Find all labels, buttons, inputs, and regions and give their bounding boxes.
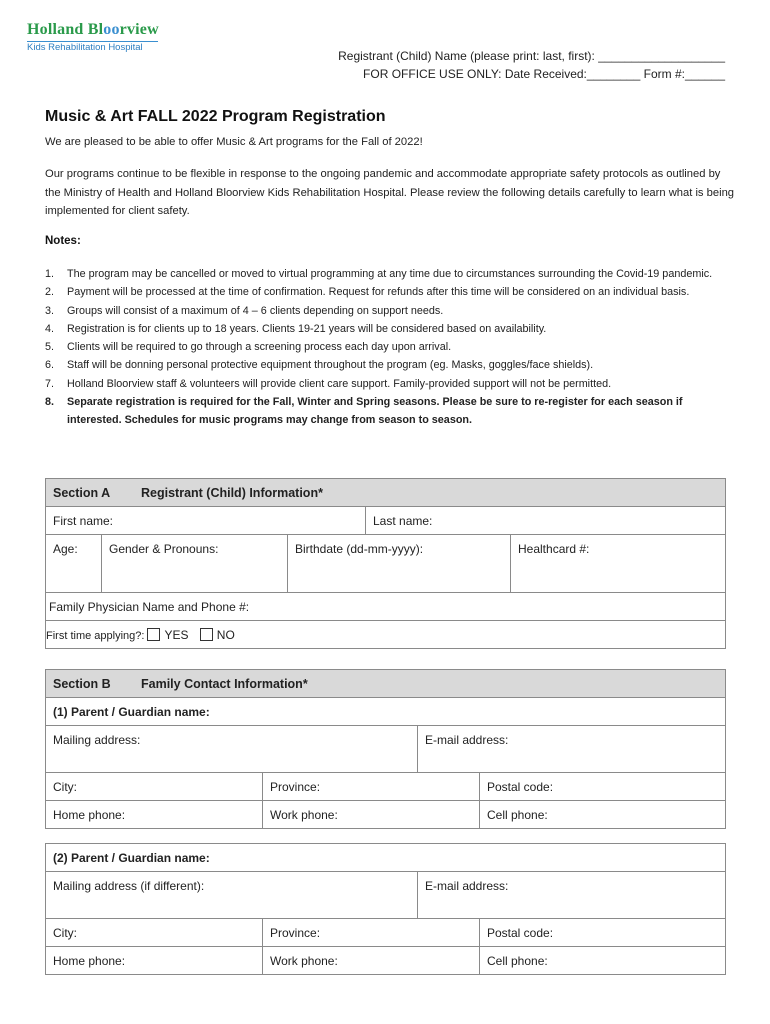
guardian-1-home-phone-field[interactable]: Home phone: [46, 801, 263, 829]
birthdate-field[interactable]: Birthdate (dd-mm-yyyy): [288, 535, 511, 593]
no-checkbox[interactable] [200, 628, 213, 641]
guardian-2-cell-phone-field[interactable]: Cell phone: [480, 947, 726, 975]
first-time-label: First time applying?: [46, 629, 145, 642]
yes-label: YES [164, 627, 189, 642]
guardian-1-cell-phone-field[interactable]: Cell phone: [480, 801, 726, 829]
guardian-1-province-field[interactable]: Province: [263, 773, 480, 801]
guardian-1-email-field[interactable]: E-mail address: [418, 726, 726, 773]
guardian-2-name-field[interactable]: (2) Parent / Guardian name: [46, 844, 726, 872]
guardian-1-work-phone-field[interactable]: Work phone: [263, 801, 480, 829]
intro-text: We are pleased to be able to offer Music & Art programs for the Fall of 2022! [45, 136, 423, 148]
guardian-1-name-field[interactable]: (1) Parent / Guardian name: [46, 698, 726, 726]
healthcard-field[interactable]: Healthcard #: [511, 535, 726, 593]
yes-checkbox[interactable] [147, 628, 160, 641]
section-a-table [45, 478, 726, 649]
guardian-1-postal-field[interactable]: Postal code: [480, 773, 726, 801]
guardian-1-mailing-field[interactable]: Mailing address: [46, 726, 418, 773]
note-item: 7. Holland Bloorview staff & volunteers will provide client care support. Family-provided support will not be permitted. [45, 377, 612, 390]
hospital-logo-name: Holland Bloorview [27, 21, 159, 38]
no-label: NO [216, 627, 235, 642]
section-b-table [45, 669, 726, 829]
note-item: 4. Registration is for clients up to 18 years. Clients 19-21 years will be considered based on availability. [45, 322, 547, 335]
last-name-field[interactable]: Last name: [366, 507, 726, 535]
guardian-2-work-phone-field[interactable]: Work phone: [263, 947, 480, 975]
guardian-2-province-field[interactable]: Province: [263, 919, 480, 947]
first-name-field[interactable]: First name: [46, 507, 366, 535]
note-item: 8. Separate registration is required for the Fall, Winter and Spring seasons. Please be sure to re-register for each season if interested. Schedules for music programs may change from season to season. [45, 396, 683, 427]
section-a-header: Section A Registrant (Child) Information* [46, 479, 726, 507]
guardian-2-email-field[interactable]: E-mail address: [418, 872, 726, 919]
section-b-header: Section B Family Contact Information* [46, 670, 726, 698]
guardian-2-mailing-field[interactable]: Mailing address (if different): [46, 872, 418, 919]
guardian-2-home-phone-field[interactable]: Home phone: [46, 947, 263, 975]
page-title: Music & Art FALL 2022 Program Registration [45, 108, 386, 125]
note-item: 6. Staff will be donning personal protective equipment throughout the program (eg. Masks, goggles/face shields). [45, 359, 594, 372]
guardian-1-city-field[interactable]: City: [46, 773, 263, 801]
guardian-2-postal-field[interactable]: Postal code: [480, 919, 726, 947]
gender-pronouns-field[interactable]: Gender & Pronouns: [102, 535, 288, 593]
first-time-applying-row [46, 621, 726, 649]
note-item: 3. Groups will consist of a maximum of 4 – 6 clients depending on support needs. [45, 304, 444, 317]
registrant-name-line: Registrant (Child) Name (please print: last, first): ___________________ [338, 49, 725, 63]
guardian-2-table [45, 843, 726, 975]
physician-field[interactable]: Family Physician Name and Phone #: [46, 593, 726, 621]
note-item: 1. The program may be cancelled or moved to virtual programming at any time due to circumstances surrounding the Covid-19 pandemic. [45, 268, 713, 280]
hospital-logo-subtitle: Kids Rehabilitation Hospital [27, 42, 143, 53]
note-item: 5. Clients will be required to go through a screening process each day upon arrival. [45, 341, 452, 354]
body-text: Our programs continue to be flexible in response to the ongoing pandemic and accommodate appropriate safety protocols as outlined by the Ministry of Health and Holland Bloorview Kids Rehabilitation Hospital. Please review the following details carefully to learn what is being implemented for client safety. [45, 168, 735, 217]
age-field[interactable]: Age: [46, 535, 102, 593]
guardian-2-city-field[interactable]: City: [46, 919, 263, 947]
office-use-line: FOR OFFICE USE ONLY: Date Received:________ Form #:______ [363, 67, 725, 81]
notes-list [45, 265, 735, 430]
notes-heading: Notes: [45, 235, 81, 247]
note-item: 2. Payment will be processed at the time of confirmation. Request for refunds after this time will be considered on an individual basis. [45, 286, 690, 299]
